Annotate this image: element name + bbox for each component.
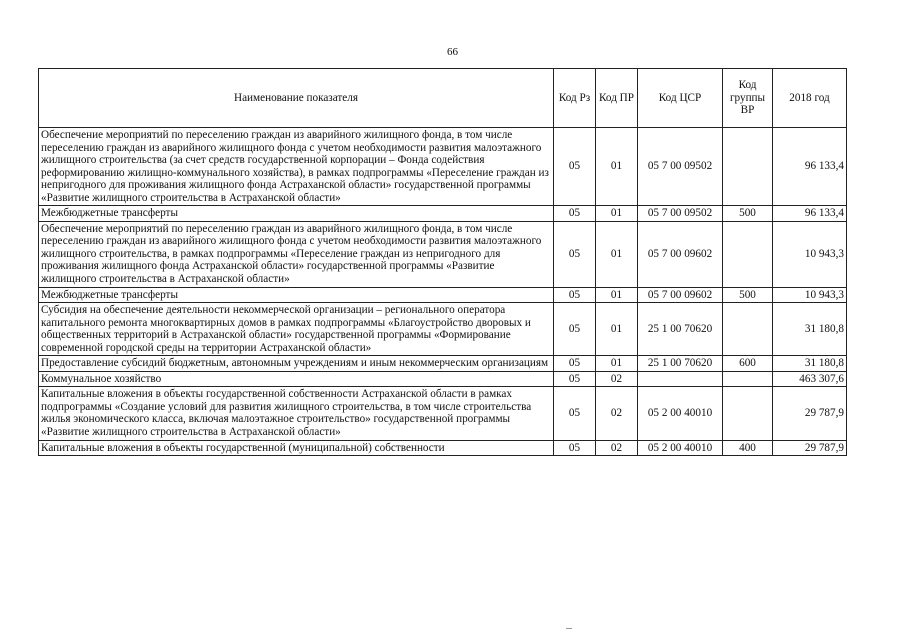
row-name: Капитальные вложения в объекты государственной собственности Астраханской области в рамках подпрограммы «Создание условий для развития жилищного строительства, в том числе строительства жилья экономического класса, включая малоэтажное строительство» государственной программы «Развитие жилищного строительства в Астраханской области» <box>39 387 554 440</box>
row-rz: 05 <box>554 371 596 387</box>
table-row <box>39 287 847 303</box>
row-csr: 25 1 00 70620 <box>638 356 723 372</box>
table-header-row <box>39 69 847 128</box>
table-row <box>39 221 847 287</box>
header-csr: Код ЦСР <box>638 69 723 128</box>
row-vr <box>723 371 773 387</box>
row-vr <box>723 128 773 206</box>
row-rz: 05 <box>554 387 596 440</box>
row-amount: 96 133,4 <box>773 128 847 206</box>
row-amount: 31 180,8 <box>773 303 847 356</box>
table-row <box>39 128 847 206</box>
row-vr <box>723 303 773 356</box>
row-pr: 01 <box>596 287 638 303</box>
row-rz: 05 <box>554 206 596 222</box>
row-vr: 500 <box>723 206 773 222</box>
row-rz: 05 <box>554 287 596 303</box>
row-amount: 29 787,9 <box>773 387 847 440</box>
row-name: Коммунальное хозяйство <box>39 371 554 387</box>
table-row <box>39 303 847 356</box>
header-name: Наименование показателя <box>39 69 554 128</box>
row-pr: 02 <box>596 440 638 456</box>
row-vr: 500 <box>723 287 773 303</box>
row-amount: 31 180,8 <box>773 356 847 372</box>
header-vr: Код группы ВР <box>723 69 773 128</box>
header-year: 2018 год <box>773 69 847 128</box>
row-name: Предоставление субсидий бюджетным, автономным учреждениям и иным некоммерческим организациям <box>39 356 554 372</box>
row-pr: 01 <box>596 356 638 372</box>
budget-table <box>38 68 847 456</box>
row-vr: 600 <box>723 356 773 372</box>
row-csr: 05 2 00 40010 <box>638 387 723 440</box>
row-csr: 05 7 00 09502 <box>638 128 723 206</box>
row-rz: 05 <box>554 128 596 206</box>
row-amount: 10 943,3 <box>773 287 847 303</box>
table-row <box>39 387 847 440</box>
row-vr <box>723 387 773 440</box>
row-name: Межбюджетные трансферты <box>39 287 554 303</box>
row-vr <box>723 221 773 287</box>
row-pr: 02 <box>596 371 638 387</box>
row-vr: 400 <box>723 440 773 456</box>
row-pr: 01 <box>596 206 638 222</box>
row-name: Обеспечение мероприятий по переселению граждан из аварийного жилищного фонда, в том числе переселению граждан из аварийного жилищного фонда с учетом необходимости развития малоэтажного жилищного строительства, в рамках подпрограммы «Переселение граждан из непригодного для проживания жилищного фонда Астраханской области» государственной программы «Развитие жилищного строительства в Астраханской области» <box>39 221 554 287</box>
row-amount: 29 787,9 <box>773 440 847 456</box>
scan-mark <box>566 628 572 629</box>
row-pr: 02 <box>596 387 638 440</box>
page-number: 66 <box>447 46 458 58</box>
row-csr: 05 7 00 09602 <box>638 221 723 287</box>
row-name: Межбюджетные трансферты <box>39 206 554 222</box>
row-name: Обеспечение мероприятий по переселению граждан из аварийного жилищного фонда, в том числе переселению граждан из аварийного жилищного фонда с учетом необходимости развития малоэтажного жилищного строительства (за счет средств государственной корпорации – Фонда содействия реформированию жилищно-коммунального хозяйства), в рамках подпрограммы «Переселение граждан из непригодного для проживания жилищного фонда Астраханской области» государственной программы «Развитие жилищного строительства в Астраханской области» <box>39 128 554 206</box>
table-row <box>39 440 847 456</box>
table-row <box>39 356 847 372</box>
header-pr: Код ПР <box>596 69 638 128</box>
row-amount: 96 133,4 <box>773 206 847 222</box>
row-csr <box>638 371 723 387</box>
row-pr: 01 <box>596 128 638 206</box>
row-rz: 05 <box>554 303 596 356</box>
row-pr: 01 <box>596 303 638 356</box>
table-row <box>39 371 847 387</box>
row-rz: 05 <box>554 440 596 456</box>
table-row <box>39 206 847 222</box>
row-csr: 05 7 00 09502 <box>638 206 723 222</box>
row-name: Капитальные вложения в объекты государственной (муниципальной) собственности <box>39 440 554 456</box>
row-amount: 10 943,3 <box>773 221 847 287</box>
row-csr: 05 2 00 40010 <box>638 440 723 456</box>
row-name: Субсидия на обеспечение деятельности некоммерческой организации – регионального оператора капитального ремонта многоквартирных домов в рамках подпрограммы «Благоустройство дворовых и общественных территорий в Астраханской области» государственной программы «Формирование современной городской среды на территории Астраханской области» <box>39 303 554 356</box>
row-rz: 05 <box>554 356 596 372</box>
row-rz: 05 <box>554 221 596 287</box>
row-csr: 05 7 00 09602 <box>638 287 723 303</box>
row-amount: 463 307,6 <box>773 371 847 387</box>
row-csr: 25 1 00 70620 <box>638 303 723 356</box>
row-pr: 01 <box>596 221 638 287</box>
header-rz: Код Рз <box>554 69 596 128</box>
